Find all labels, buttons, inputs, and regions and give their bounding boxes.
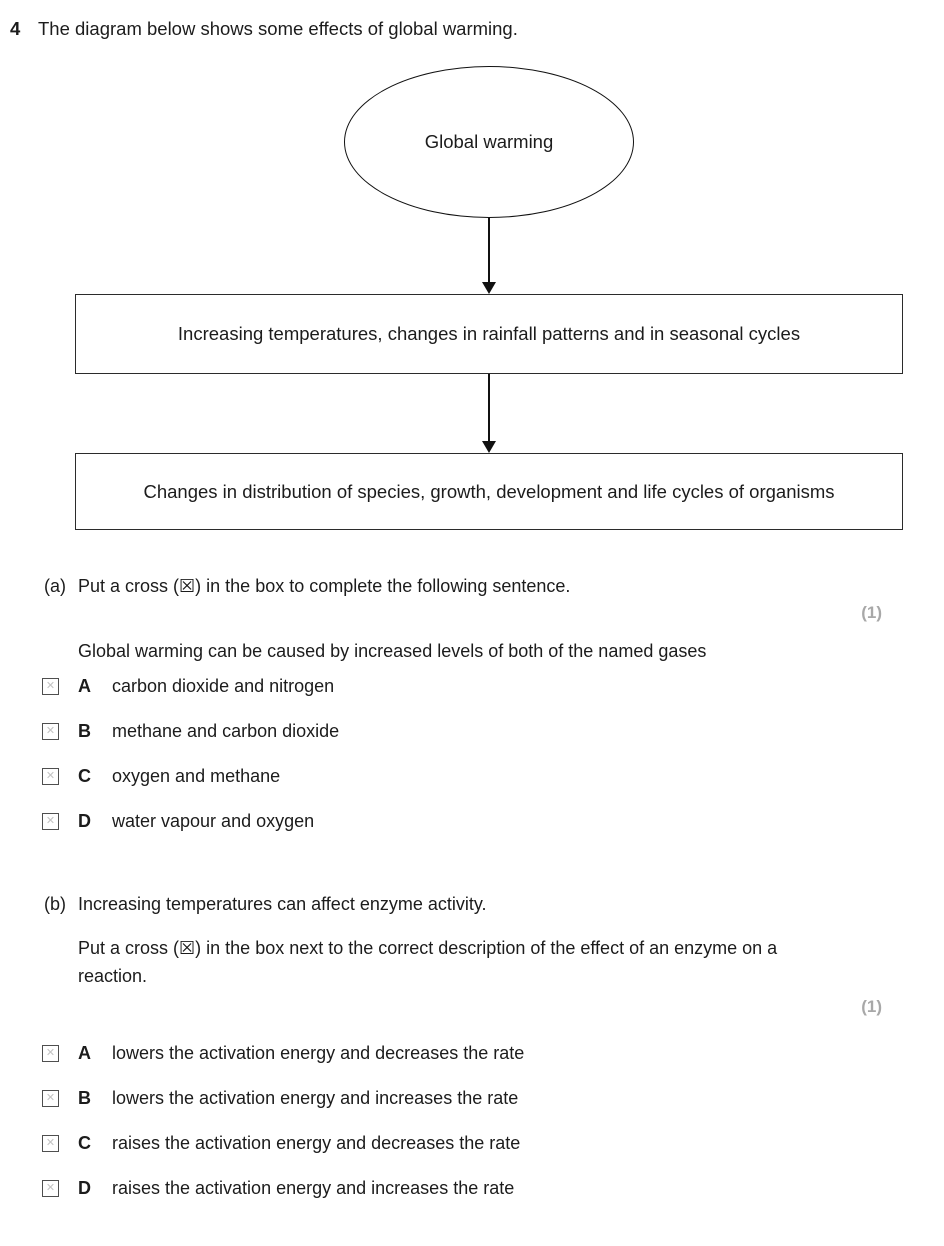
flow-diagram: [75, 66, 903, 530]
cross-icon: ✕: [45, 1046, 56, 1059]
option-text: raises the activation energy and decreases the rate: [112, 1132, 521, 1153]
option-text: oxygen and methane: [112, 766, 281, 786]
part-a-instruction: Put a cross (☒) in the box to complete the following sentence.: [78, 576, 571, 596]
option-text: water vapour and oxygen: [112, 811, 315, 831]
cross-icon: ✕: [45, 1136, 56, 1149]
option-text: carbon dioxide and nitrogen: [112, 676, 335, 696]
arrow-shaft: [488, 374, 490, 441]
option-text: raises the activation energy and increases the rate: [112, 1177, 515, 1198]
option-letter: D: [78, 1177, 91, 1198]
part-b-intro: Increasing temperatures can affect enzyme activity.: [78, 894, 487, 914]
answer-checkbox[interactable]: [42, 1045, 59, 1062]
arrow-shaft: [488, 218, 490, 282]
question-intro: The diagram below shows some effects of global warming.: [38, 18, 518, 39]
cross-icon: ✕: [45, 815, 56, 827]
answer-checkbox[interactable]: [42, 1135, 59, 1152]
cross-icon: ✕: [45, 770, 56, 782]
arrow-down-icon: [482, 374, 496, 453]
part-b-marks: (1): [861, 996, 882, 1016]
option-letter: A: [78, 1042, 91, 1063]
arrow-head: [482, 441, 496, 453]
part-a-stem: Global warming can be caused by increased levels of both of the named gases: [78, 641, 707, 661]
answer-checkbox[interactable]: [42, 768, 59, 785]
option-row-a-B: [42, 709, 944, 754]
arrow-head: [482, 282, 496, 294]
option-letter: B: [78, 1087, 91, 1108]
part-b-instruction: Put a cross (☒) in the box next to the correct description of the effect of an enzyme on a reaction.: [78, 938, 778, 986]
option-row-a-D: [42, 799, 944, 844]
part-b-header: [44, 894, 944, 915]
part-a-header: [44, 576, 944, 597]
effect-box-1: [75, 294, 903, 374]
cross-icon: ✕: [45, 1091, 56, 1104]
arrow-down-icon: [482, 218, 496, 294]
question-number: 4: [10, 18, 21, 39]
effect-box-2-label: Changes in distribution of species, growth, development and life cycles of organisms: [143, 480, 835, 502]
option-letter: C: [78, 766, 91, 786]
cross-icon: ✕: [45, 1181, 56, 1194]
cross-icon: ✕: [45, 725, 56, 737]
part-a-marks: (1): [861, 603, 882, 622]
option-letter: A: [78, 676, 91, 696]
option-letter: B: [78, 721, 91, 741]
option-row-a-A: [42, 664, 944, 709]
cross-icon: ✕: [45, 680, 56, 692]
part-b-options: [0, 1031, 944, 1211]
question-header: [0, 0, 944, 40]
global-warming-label: Global warming: [424, 131, 554, 152]
effect-box-1-label: Increasing temperatures, changes in rainfall patterns and in seasonal cycles: [177, 323, 801, 344]
option-row-a-C: [42, 754, 944, 799]
option-row-b-B: [42, 1076, 944, 1121]
answer-checkbox[interactable]: [42, 1090, 59, 1107]
answer-checkbox[interactable]: [42, 723, 59, 740]
option-row-b-D: [42, 1166, 944, 1211]
option-row-b-C: [42, 1121, 944, 1166]
answer-checkbox[interactable]: [42, 1180, 59, 1197]
option-row-b-A: [42, 1031, 944, 1076]
part-b-label: (b): [44, 894, 66, 914]
option-text: lowers the activation energy and decreases the rate: [112, 1042, 525, 1063]
part-a-label: (a): [44, 576, 66, 596]
option-text: methane and carbon dioxide: [112, 721, 340, 741]
part-a-options: [0, 664, 944, 844]
effect-box-2: [75, 453, 903, 530]
option-text: lowers the activation energy and increases the rate: [112, 1087, 519, 1108]
option-letter: C: [78, 1132, 91, 1153]
answer-checkbox[interactable]: [42, 813, 59, 830]
answer-checkbox[interactable]: [42, 678, 59, 695]
global-warming-node: [344, 66, 634, 218]
option-letter: D: [78, 811, 91, 831]
